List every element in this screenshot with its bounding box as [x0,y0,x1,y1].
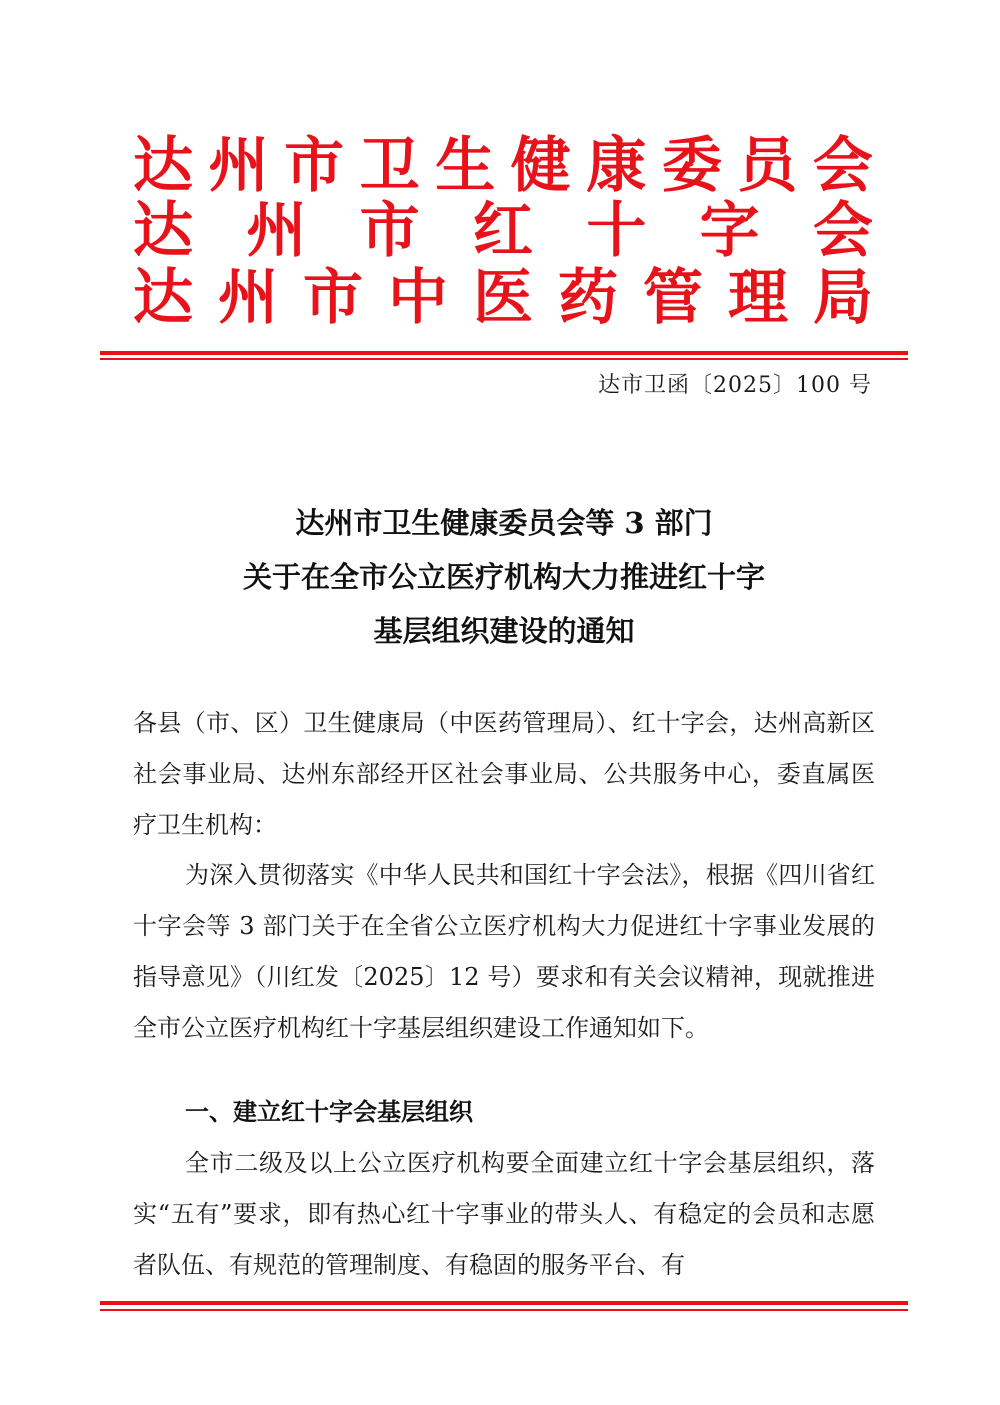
section-1-paragraph: 全市二级及以上公立医疗机构要全面建立红十字会基层组织，落实“五有”要求，即有热心红十字事业的带头人、有稳定的会员和志愿者队伍、有规范的管理制度、有稳固的服务平台、有 [133,1149,875,1279]
issuer-char: 员 [737,131,798,201]
issuer-char: 市 [303,263,363,333]
issuer-char: 市 [359,196,420,266]
issuer-char: 医 [473,263,533,333]
header-divider-thin [100,358,908,360]
issuer-char: 健 [510,131,571,201]
issuer-char: 生 [435,131,496,201]
header-divider-thick [100,351,908,355]
issuer-char: 州 [246,196,307,266]
footer-divider-thin [100,1309,908,1311]
issuer-char: 局 [813,263,873,333]
issuer-char: 药 [558,263,618,333]
issuer-char: 达 [133,196,193,266]
issuer-name-health-commission [133,131,873,201]
issuer-char: 字 [699,196,760,266]
issuer-char: 会 [812,196,873,266]
issuer-char: 市 [284,131,345,201]
issuer-char: 康 [586,131,647,201]
document-number: 达市卫函〔2025〕100 号 [598,373,872,398]
document-title-line-1: 达州市卫生健康委员会等 3 部门 [295,506,713,540]
issuer-char: 红 [472,196,533,266]
document-title-line-2: 关于在全市公立医疗机构大力推进红十字 [242,560,765,594]
issuer-char: 委 [661,131,722,201]
issuer-name-red-cross [133,196,873,266]
issuer-char: 州 [218,263,278,333]
issuer-char: 管 [643,263,703,333]
document-title-line-3: 基层组织建设的通知 [373,614,635,648]
footer-divider-thick [100,1301,908,1305]
addressee-paragraph: 各县（市、区）卫生健康局（中医药管理局）、红十字会，达州高新区社会事业局、达州东部经开区社会事业局、公共服务中心，委直属医疗卫生机构： [133,709,875,839]
issuer-char: 会 [812,131,873,201]
intro-paragraph: 为深入贯彻落实《中华人民共和国红十字会法》，根据《四川省红十字会等 3 部门关于在全省公立医疗机构大力促进红十字事业发展的指导意见》（川红发〔2025〕12 号）要求和有关会议精神，现就推进全市公立医疗机构红十字基层组织建设工作通知如下。 [133,861,875,1042]
issuer-char: 十 [586,196,647,266]
issuer-char: 理 [728,263,788,333]
issuer-char: 卫 [359,131,420,201]
issuer-char: 达 [133,263,193,333]
issuer-char: 中 [388,263,448,333]
issuer-char: 州 [208,131,269,201]
issuer-name-tcm-bureau [133,263,873,333]
section-heading-1: 一、建立红十字会基层组织 [185,1098,473,1126]
issuer-char: 达 [133,131,193,201]
